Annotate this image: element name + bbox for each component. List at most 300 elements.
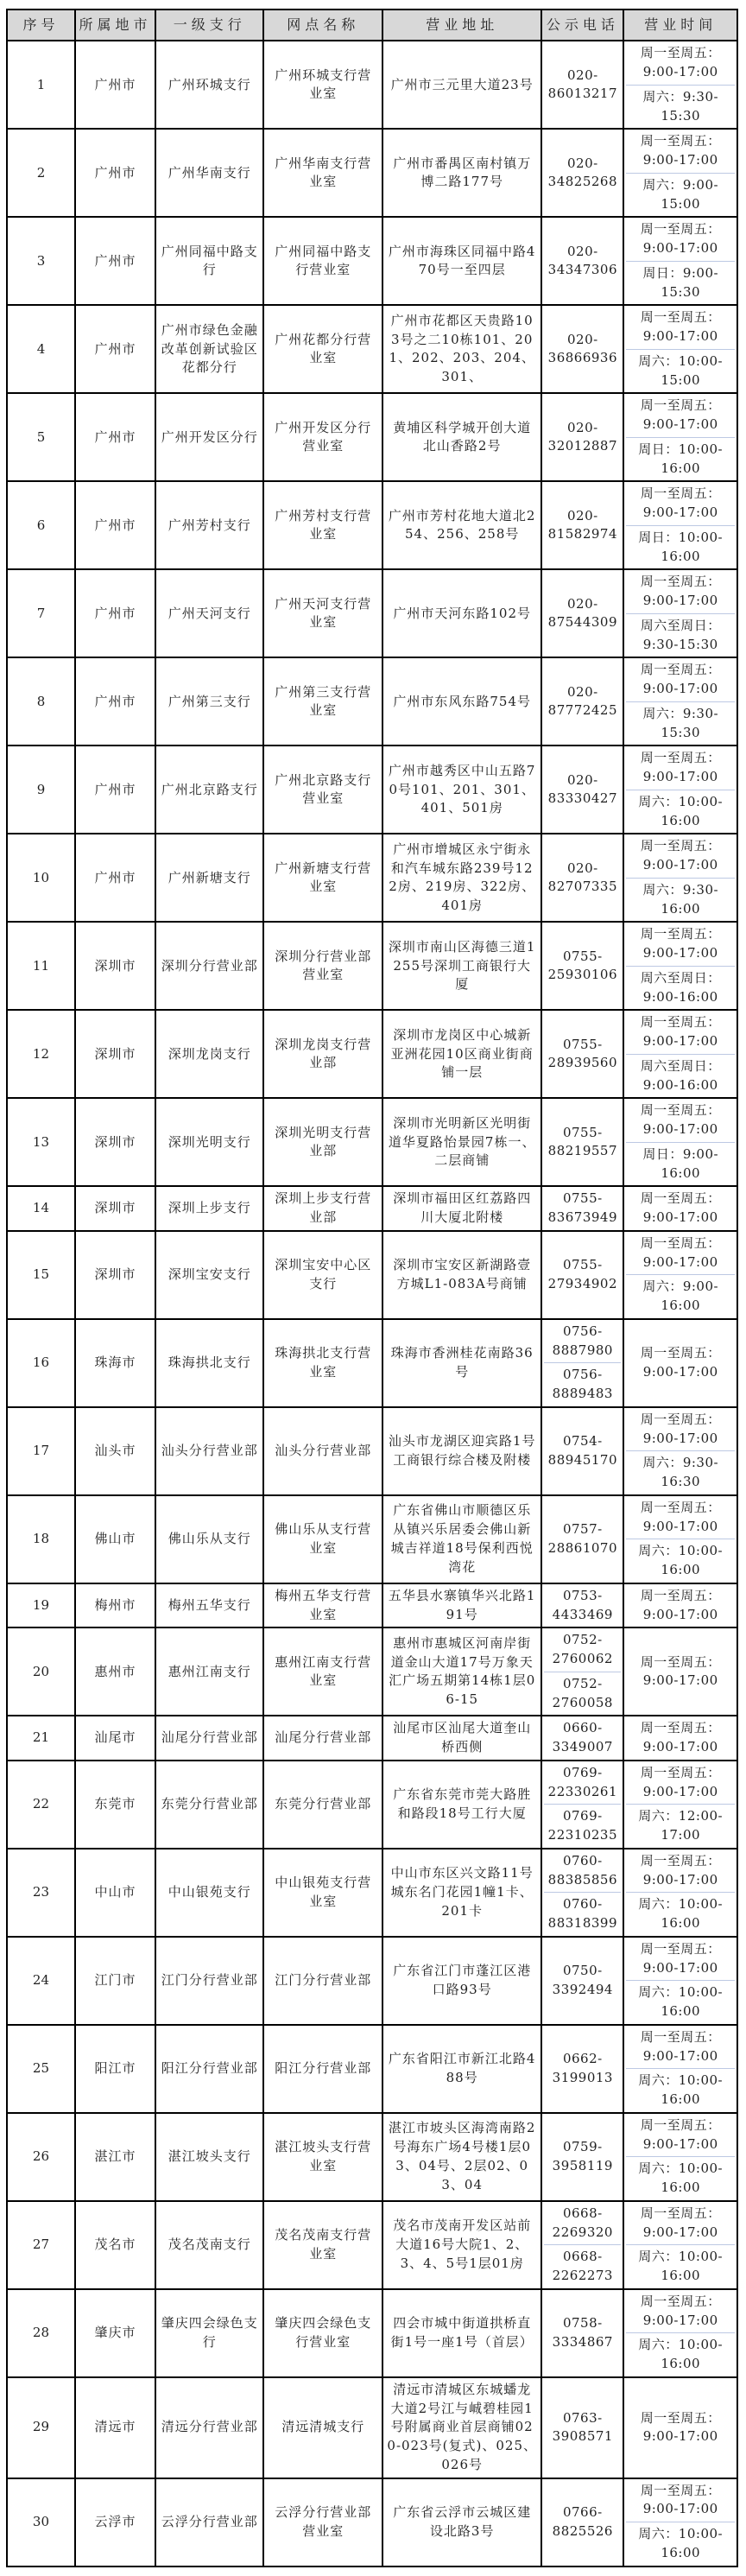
phone-number: 0753-4433469 xyxy=(552,1587,613,1622)
row-number-cell: 7 xyxy=(7,569,75,657)
outlet-name-cell: 广州北京路支行营业室 xyxy=(263,746,382,834)
outlet-name-cell: 汕头分行营业部 xyxy=(263,1407,382,1495)
address-cell: 广州市天河东路102号 xyxy=(382,569,541,657)
business-hours-cell xyxy=(623,1583,737,1628)
business-hours-cell xyxy=(623,2025,737,2113)
business-hours-cell xyxy=(623,922,737,1010)
row-number-cell: 22 xyxy=(7,1761,75,1849)
column-header: 公示电话 xyxy=(541,10,623,41)
business-hours-period: 周一至周五：9:00-17:00 xyxy=(640,2116,721,2152)
branch-cell: 湛江坡头支行 xyxy=(155,2113,263,2201)
branch-cell: 广州新塘支行 xyxy=(155,834,263,922)
business-hours-cell xyxy=(623,217,737,305)
row-number-cell: 21 xyxy=(7,1716,75,1761)
column-header: 所属地市 xyxy=(75,10,155,41)
business-hours-cell xyxy=(623,657,737,746)
row-number-cell: 27 xyxy=(7,2201,75,2289)
phone-cell xyxy=(541,217,623,305)
row-number-cell: 14 xyxy=(7,1186,75,1231)
table-row xyxy=(7,1627,737,1716)
table-body xyxy=(7,41,737,2566)
table-row xyxy=(7,834,737,922)
row-number-cell: 16 xyxy=(7,1319,75,1407)
phone-cell xyxy=(541,1010,623,1098)
phone-number: 020-83330427 xyxy=(547,771,618,807)
branch-cell: 江门分行营业部 xyxy=(155,1937,263,2025)
business-hours-period: 周六：9:00-15:00 xyxy=(626,173,735,217)
city-cell: 汕尾市 xyxy=(75,1716,155,1761)
business-hours-cell xyxy=(623,2377,737,2478)
phone-number: 0755-28939560 xyxy=(547,1036,618,1071)
outlet-name-cell: 广州天河支行营业室 xyxy=(263,569,382,657)
table-row xyxy=(7,2478,737,2566)
city-cell: 茂名市 xyxy=(75,2201,155,2289)
phone-number: 020-32012887 xyxy=(547,419,618,454)
business-hours-period: 周一至周五：9:00-17:00 xyxy=(640,45,721,80)
outlet-name-cell: 广州环城支行营业室 xyxy=(263,41,382,129)
phone-cell xyxy=(541,1849,623,1937)
outlet-name-cell: 深圳宝安中心区支行 xyxy=(263,1231,382,1319)
city-cell: 深圳市 xyxy=(75,1010,155,1098)
outlet-name-cell: 惠州江南支行营业室 xyxy=(263,1627,382,1716)
phone-cell xyxy=(541,1495,623,1583)
outlet-name-cell: 深圳光明支行营业部 xyxy=(263,1098,382,1186)
business-hours-period: 周一至周五：9:00-17:00 xyxy=(640,1653,721,1689)
business-hours-cell xyxy=(623,2478,737,2566)
business-hours-period: 周六：9:30-16:30 xyxy=(626,1450,735,1494)
city-cell: 广州市 xyxy=(75,41,155,129)
phone-number: 0754-88945170 xyxy=(547,1433,618,1468)
branch-cell: 东莞分行营业部 xyxy=(155,1761,263,1849)
address-cell: 深圳市光明新区光明街道华夏路怡景园7栋一、二层商铺 xyxy=(382,1098,541,1186)
business-hours-period: 周六：10:00-16:00 xyxy=(626,2332,735,2376)
branch-cell: 茂名茂南支行 xyxy=(155,2201,263,2289)
branch-cell: 佛山乐从支行 xyxy=(155,1495,263,1583)
city-cell: 肇庆市 xyxy=(75,2289,155,2377)
address-cell: 广州市海珠区同福中路470号一至四层 xyxy=(382,217,541,305)
row-number-cell: 18 xyxy=(7,1495,75,1583)
business-hours-cell xyxy=(623,834,737,922)
row-number-cell: 11 xyxy=(7,922,75,1010)
business-hours-period: 周日：9:00-15:30 xyxy=(626,261,735,305)
phone-number: 0755-25930106 xyxy=(547,948,618,983)
business-hours-cell xyxy=(623,1849,737,1937)
business-hours-period: 周日：10:00-16:00 xyxy=(626,437,735,481)
phone-number: 0660-3349007 xyxy=(552,1720,613,1755)
phone-cell xyxy=(541,834,623,922)
phone-number: 0766-8825526 xyxy=(552,2503,613,2539)
phone-cell xyxy=(541,305,623,393)
column-header: 网点名称 xyxy=(263,10,382,41)
table-row xyxy=(7,922,737,1010)
outlet-name-cell: 肇庆四会绿色支行营业室 xyxy=(263,2289,382,2377)
city-cell: 广州市 xyxy=(75,657,155,746)
address-cell: 广东省云浮市云城区建设北路3号 xyxy=(382,2478,541,2566)
table-row xyxy=(7,2025,737,2113)
branch-cell: 清远分行营业部 xyxy=(155,2377,263,2478)
city-cell: 广州市 xyxy=(75,305,155,393)
table-row xyxy=(7,1319,737,1407)
phone-number: 0760-88318399 xyxy=(544,1892,621,1936)
address-cell: 汕头市龙湖区迎宾路1号工商银行综合楼及附楼 xyxy=(382,1407,541,1495)
row-number-cell: 9 xyxy=(7,746,75,834)
address-cell: 黄埔区科学城开创大道北山香路2号 xyxy=(382,393,541,481)
phone-cell xyxy=(541,2377,623,2478)
phone-number: 0752-2760058 xyxy=(544,1672,621,1716)
business-hours-period: 周一至周五：9:00-17:00 xyxy=(640,1587,721,1622)
phone-cell xyxy=(541,393,623,481)
phone-number: 020-87544309 xyxy=(547,595,618,631)
business-hours-period: 周六至周日：9:30-15:30 xyxy=(626,613,735,657)
business-hours-period: 周六至周日：9:00-16:00 xyxy=(626,966,735,1010)
outlet-name-cell: 东莞分行营业部 xyxy=(263,1761,382,1849)
phone-number: 0755-27934902 xyxy=(547,1257,618,1291)
address-cell: 汕尾市区汕尾大道奎山桥西侧 xyxy=(382,1716,541,1761)
branch-cell: 惠州江南支行 xyxy=(155,1627,263,1716)
phone-cell xyxy=(541,1098,623,1186)
phone-number: 0756-8889483 xyxy=(544,1362,621,1406)
phone-number: 0769-22330261 xyxy=(547,1764,618,1799)
row-number-cell: 19 xyxy=(7,1583,75,1628)
business-hours-cell xyxy=(623,1937,737,2025)
business-hours-period: 周一至周五：9:00-17:00 xyxy=(640,662,721,697)
business-hours-period: 周一至周五：9:00-17:00 xyxy=(640,2028,721,2064)
address-cell: 广东省佛山市顺德区乐从镇兴乐居委会佛山新城吉祥道18号保利西悦湾花 xyxy=(382,1495,541,1583)
branch-cell: 深圳光明支行 xyxy=(155,1098,263,1186)
business-hours-period: 周六：9:30-15:30 xyxy=(626,701,735,746)
business-hours-period: 周一至周五：9:00-17:00 xyxy=(640,1499,721,1534)
address-cell: 深圳市龙岗区中心城新亚洲花园10区商业街商铺一层 xyxy=(382,1010,541,1098)
business-hours-period: 周一至周五：9:00-17:00 xyxy=(640,1102,721,1138)
branch-cell: 广州同福中路支行 xyxy=(155,217,263,305)
business-hours-period: 周六：10:00-16:00 xyxy=(626,1980,735,2024)
address-cell: 广州市番禺区南村镇万博二路177号 xyxy=(382,129,541,217)
address-cell: 深圳市宝安区新湖路壹方城L1-083A号商铺 xyxy=(382,1231,541,1319)
business-hours-period: 周一至周五：9:00-17:00 xyxy=(640,1720,721,1755)
business-hours-period: 周六：10:00-16:00 xyxy=(626,2068,735,2112)
table-row xyxy=(7,657,737,746)
phone-cell xyxy=(541,1761,623,1849)
business-hours-period: 周一至周五：9:00-17:00 xyxy=(640,133,721,168)
outlet-name-cell: 汕尾分行营业部 xyxy=(263,1716,382,1761)
business-hours-period: 周六：9:30-15:30 xyxy=(626,85,735,129)
row-number-cell: 10 xyxy=(7,834,75,922)
branch-cell: 汕尾分行营业部 xyxy=(155,1716,263,1761)
business-hours-period: 周六至周日：9:00-16:00 xyxy=(626,1054,735,1098)
table-row xyxy=(7,1010,737,1098)
phone-number: 0662-3199013 xyxy=(552,2051,613,2085)
phone-cell xyxy=(541,481,623,569)
business-hours-period: 周六：10:00-16:00 xyxy=(626,1892,735,1936)
table-row xyxy=(7,393,737,481)
row-number-cell: 15 xyxy=(7,1231,75,1319)
business-hours-cell xyxy=(623,569,737,657)
business-hours-period: 周六：10:00-16:00 xyxy=(626,790,735,834)
business-hours-cell xyxy=(623,1319,737,1407)
row-number-cell: 30 xyxy=(7,2478,75,2566)
address-cell: 广州市花都区天贵路103号之二10栋101、201、202、203、204、301、 xyxy=(382,305,541,393)
address-cell: 广州市东风东路754号 xyxy=(382,657,541,746)
city-cell: 惠州市 xyxy=(75,1627,155,1716)
phone-number: 0759-3958119 xyxy=(552,2139,613,2173)
row-number-cell: 28 xyxy=(7,2289,75,2377)
city-cell: 广州市 xyxy=(75,217,155,305)
row-number-cell: 29 xyxy=(7,2377,75,2478)
table-row xyxy=(7,1098,737,1186)
row-number-cell: 25 xyxy=(7,2025,75,2113)
city-cell: 东莞市 xyxy=(75,1761,155,1849)
phone-cell xyxy=(541,41,623,129)
outlet-name-cell: 茂名茂南支行营业室 xyxy=(263,2201,382,2289)
branch-cell: 汕头分行营业部 xyxy=(155,1407,263,1495)
business-hours-cell xyxy=(623,2201,737,2289)
city-cell: 汕头市 xyxy=(75,1407,155,1495)
business-hours-cell xyxy=(623,1186,737,1231)
business-hours-cell xyxy=(623,2113,737,2201)
phone-cell xyxy=(541,129,623,217)
city-cell: 深圳市 xyxy=(75,1098,155,1186)
city-cell: 深圳市 xyxy=(75,1186,155,1231)
business-hours-period: 周六：10:00-16:00 xyxy=(626,2244,735,2288)
outlet-name-cell: 广州华南支行营业室 xyxy=(263,129,382,217)
business-hours-period: 周一至周五：9:00-17:00 xyxy=(640,2409,721,2445)
city-cell: 梅州市 xyxy=(75,1583,155,1628)
phone-cell xyxy=(541,569,623,657)
phone-cell xyxy=(541,2025,623,2113)
phone-number: 0758-3334867 xyxy=(552,2315,613,2350)
phone-number: 020-34825268 xyxy=(547,155,618,190)
phone-cell xyxy=(541,1407,623,1495)
business-hours-period: 周一至周五：9:00-17:00 xyxy=(640,309,721,345)
row-number-cell: 1 xyxy=(7,41,75,129)
table-row xyxy=(7,569,737,657)
table-row xyxy=(7,1231,737,1319)
table-row xyxy=(7,2377,737,2478)
business-hours-period: 周一至周五：9:00-17:00 xyxy=(640,926,721,961)
table-row xyxy=(7,1937,737,2025)
business-hours-period: 周日：9:00-16:00 xyxy=(626,1142,735,1186)
branch-cell: 深圳分行营业部 xyxy=(155,922,263,1010)
outlet-name-cell: 广州第三支行营业室 xyxy=(263,657,382,746)
address-cell: 深圳市福田区红荔路四川大厦北附楼 xyxy=(382,1186,541,1231)
phone-number: 0750-3392494 xyxy=(552,1963,613,1997)
business-hours-period: 周六：9:00-16:00 xyxy=(626,1274,735,1318)
branch-cell: 广州市绿色金融改革创新试验区花都分行 xyxy=(155,305,263,393)
business-hours-period: 周六：10:00-15:00 xyxy=(626,349,735,393)
branch-cell: 肇庆四会绿色支行 xyxy=(155,2289,263,2377)
branch-cell: 深圳宝安支行 xyxy=(155,1231,263,1319)
business-hours-period: 周一至周五：9:00-17:00 xyxy=(640,838,721,873)
table-row xyxy=(7,481,737,569)
business-hours-period: 周一至周五：9:00-17:00 xyxy=(640,574,721,609)
business-hours-period: 周一至周五：9:00-17:00 xyxy=(640,397,721,433)
branch-cell: 广州天河支行 xyxy=(155,569,263,657)
business-hours-cell xyxy=(623,481,737,569)
outlet-name-cell: 深圳分行营业部营业室 xyxy=(263,922,382,1010)
phone-number: 0755-83673949 xyxy=(547,1190,618,1226)
phone-cell xyxy=(541,1937,623,2025)
business-hours-cell xyxy=(623,1098,737,1186)
business-hours-cell xyxy=(623,1627,737,1716)
table-row xyxy=(7,1761,737,1849)
city-cell: 珠海市 xyxy=(75,1319,155,1407)
branch-cell: 珠海拱北支行 xyxy=(155,1319,263,1407)
business-hours-cell xyxy=(623,129,737,217)
row-number-cell: 3 xyxy=(7,217,75,305)
outlet-name-cell: 阳江分行营业部 xyxy=(263,2025,382,2113)
branch-cell: 广州开发区分行 xyxy=(155,393,263,481)
business-hours-period: 周一至周五：9:00-17:00 xyxy=(640,1852,721,1888)
business-hours-cell xyxy=(623,1407,737,1495)
outlet-name-cell: 江门分行营业部 xyxy=(263,1937,382,2025)
phone-number: 0755-88219557 xyxy=(547,1124,618,1159)
business-hours-cell xyxy=(623,41,737,129)
phone-cell xyxy=(541,1186,623,1231)
table-header xyxy=(7,10,737,41)
branch-cell: 云浮分行营业部 xyxy=(155,2478,263,2566)
address-cell: 五华县水寨镇华兴北路191号 xyxy=(382,1583,541,1628)
outlet-name-cell: 佛山乐从支行营业室 xyxy=(263,1495,382,1583)
phone-cell xyxy=(541,2113,623,2201)
branch-cell: 中山银苑支行 xyxy=(155,1849,263,1937)
phone-number: 0756-8887980 xyxy=(552,1323,613,1358)
phone-number: 020-81582974 xyxy=(547,507,618,542)
outlet-name-cell: 珠海拱北支行营业室 xyxy=(263,1319,382,1407)
phone-cell xyxy=(541,1716,623,1761)
branch-table xyxy=(6,9,738,2567)
business-hours-period: 周一至周五：9:00-17:00 xyxy=(640,485,721,521)
business-hours-cell xyxy=(623,393,737,481)
branch-cell: 广州华南支行 xyxy=(155,129,263,217)
row-number-cell: 12 xyxy=(7,1010,75,1098)
business-hours-period: 周一至周五：9:00-17:00 xyxy=(640,221,721,257)
table-row xyxy=(7,1186,737,1231)
table-row xyxy=(7,1583,737,1628)
city-cell: 阳江市 xyxy=(75,2025,155,2113)
row-number-cell: 5 xyxy=(7,393,75,481)
business-hours-period: 周六：9:30-16:00 xyxy=(626,878,735,922)
address-cell: 四会市城中街道拱桥直街1号一座1号（首层） xyxy=(382,2289,541,2377)
branch-cell: 广州北京路支行 xyxy=(155,746,263,834)
table-row xyxy=(7,1849,737,1937)
business-hours-cell xyxy=(623,1231,737,1319)
row-number-cell: 6 xyxy=(7,481,75,569)
branch-cell: 广州环城支行 xyxy=(155,41,263,129)
business-hours-cell xyxy=(623,1495,737,1583)
phone-number: 0757-28861070 xyxy=(547,1521,618,1556)
phone-number: 0760-88385856 xyxy=(547,1852,618,1888)
address-cell: 广东省江门市蓬江区港口路93号 xyxy=(382,1937,541,2025)
business-hours-period: 周一至周五：9:00-17:00 xyxy=(640,1411,721,1446)
business-hours-period: 周一至周五：9:00-17:00 xyxy=(640,2205,721,2240)
outlet-name-cell: 中山银苑支行营业室 xyxy=(263,1849,382,1937)
city-cell: 中山市 xyxy=(75,1849,155,1937)
business-hours-period: 周一至周五：9:00-17:00 xyxy=(640,1764,721,1799)
phone-number: 0668-2269320 xyxy=(552,2205,613,2240)
outlet-name-cell: 广州开发区分行营业室 xyxy=(263,393,382,481)
phone-number: 0752-2760062 xyxy=(552,1632,613,1667)
phone-cell xyxy=(541,1231,623,1319)
phone-cell xyxy=(541,657,623,746)
phone-number: 0769-22310235 xyxy=(544,1804,621,1848)
phone-cell xyxy=(541,1319,623,1407)
business-hours-cell xyxy=(623,305,737,393)
phone-number: 020-87772425 xyxy=(547,683,618,719)
city-cell: 云浮市 xyxy=(75,2478,155,2566)
business-hours-period: 周六：10:00-16:00 xyxy=(626,2522,735,2566)
address-cell: 广州市芳村花地大道北254、256、258号 xyxy=(382,481,541,569)
table-row xyxy=(7,746,737,834)
phone-number: 020-86013217 xyxy=(547,67,618,102)
branch-cell: 广州第三支行 xyxy=(155,657,263,746)
outlet-name-cell: 湛江坡头支行营业室 xyxy=(263,2113,382,2201)
table-row xyxy=(7,1716,737,1761)
business-hours-period: 周六：10:00-16:00 xyxy=(626,1539,735,1583)
city-cell: 广州市 xyxy=(75,569,155,657)
branch-cell: 梅州五华支行 xyxy=(155,1583,263,1628)
address-cell: 茂名市茂南开发区站前大道16号大院1、2、3、4、5号1层01房 xyxy=(382,2201,541,2289)
table-row xyxy=(7,1495,737,1583)
address-cell: 广州市三元里大道23号 xyxy=(382,41,541,129)
city-cell: 佛山市 xyxy=(75,1495,155,1583)
column-header: 营业地址 xyxy=(382,10,541,41)
business-hours-period: 周一至周五：9:00-17:00 xyxy=(640,750,721,785)
branch-cell: 深圳龙岗支行 xyxy=(155,1010,263,1098)
business-hours-period: 周日：10:00-16:00 xyxy=(626,525,735,569)
outlet-name-cell: 清远清城支行 xyxy=(263,2377,382,2478)
row-number-cell: 26 xyxy=(7,2113,75,2201)
outlet-name-cell: 深圳龙岗支行营业部 xyxy=(263,1010,382,1098)
phone-number: 0763-3908571 xyxy=(552,2409,613,2445)
phone-number: 0668-2262273 xyxy=(544,2244,621,2288)
row-number-cell: 17 xyxy=(7,1407,75,1495)
city-cell: 深圳市 xyxy=(75,922,155,1010)
row-number-cell: 2 xyxy=(7,129,75,217)
row-number-cell: 20 xyxy=(7,1627,75,1716)
business-hours-period: 周一至周五：9:00-17:00 xyxy=(640,2482,721,2517)
address-cell: 惠州市惠城区河南岸街道金山大道17号万象天汇广场五期第14栋1层06-15 xyxy=(382,1627,541,1716)
branch-cell: 广州芳村支行 xyxy=(155,481,263,569)
table-row xyxy=(7,129,737,217)
outlet-name-cell: 广州花都分行营业室 xyxy=(263,305,382,393)
business-hours-period: 周一至周五：9:00-17:00 xyxy=(640,2293,721,2328)
branch-cell: 深圳上步支行 xyxy=(155,1186,263,1231)
column-header: 序号 xyxy=(7,10,75,41)
outlet-name-cell: 梅州五华支行营业室 xyxy=(263,1583,382,1628)
city-cell: 清远市 xyxy=(75,2377,155,2478)
address-cell: 深圳市南山区海德三道1255号深圳工商银行大厦 xyxy=(382,922,541,1010)
city-cell: 湛江市 xyxy=(75,2113,155,2201)
city-cell: 广州市 xyxy=(75,481,155,569)
address-cell: 广州市增城区永宁街永和汽车城东路239号122房、219房、322房、401房 xyxy=(382,834,541,922)
table-row xyxy=(7,305,737,393)
row-number-cell: 4 xyxy=(7,305,75,393)
phone-cell xyxy=(541,2201,623,2289)
address-cell: 清远市清城区东城蟠龙大道2号江与峸碧桂园1号附属商业首层商铺020-023号(复式)、025、026号 xyxy=(382,2377,541,2478)
address-cell: 广东省东莞市莞大路胜和路段18号工行大厦 xyxy=(382,1761,541,1849)
header-row xyxy=(7,10,737,41)
address-cell: 湛江市坡头区海湾南路2号海东广场4号楼1层03、04号、2层02、03、04 xyxy=(382,2113,541,2201)
phone-cell xyxy=(541,2289,623,2377)
phone-cell xyxy=(541,1583,623,1628)
table-row xyxy=(7,217,737,305)
outlet-name-cell: 广州新塘支行营业室 xyxy=(263,834,382,922)
business-hours-period: 周六：10:00-16:00 xyxy=(626,2156,735,2200)
table-row xyxy=(7,2201,737,2289)
phone-number: 020-34347306 xyxy=(547,243,618,278)
table-row xyxy=(7,2113,737,2201)
business-hours-cell xyxy=(623,2289,737,2377)
